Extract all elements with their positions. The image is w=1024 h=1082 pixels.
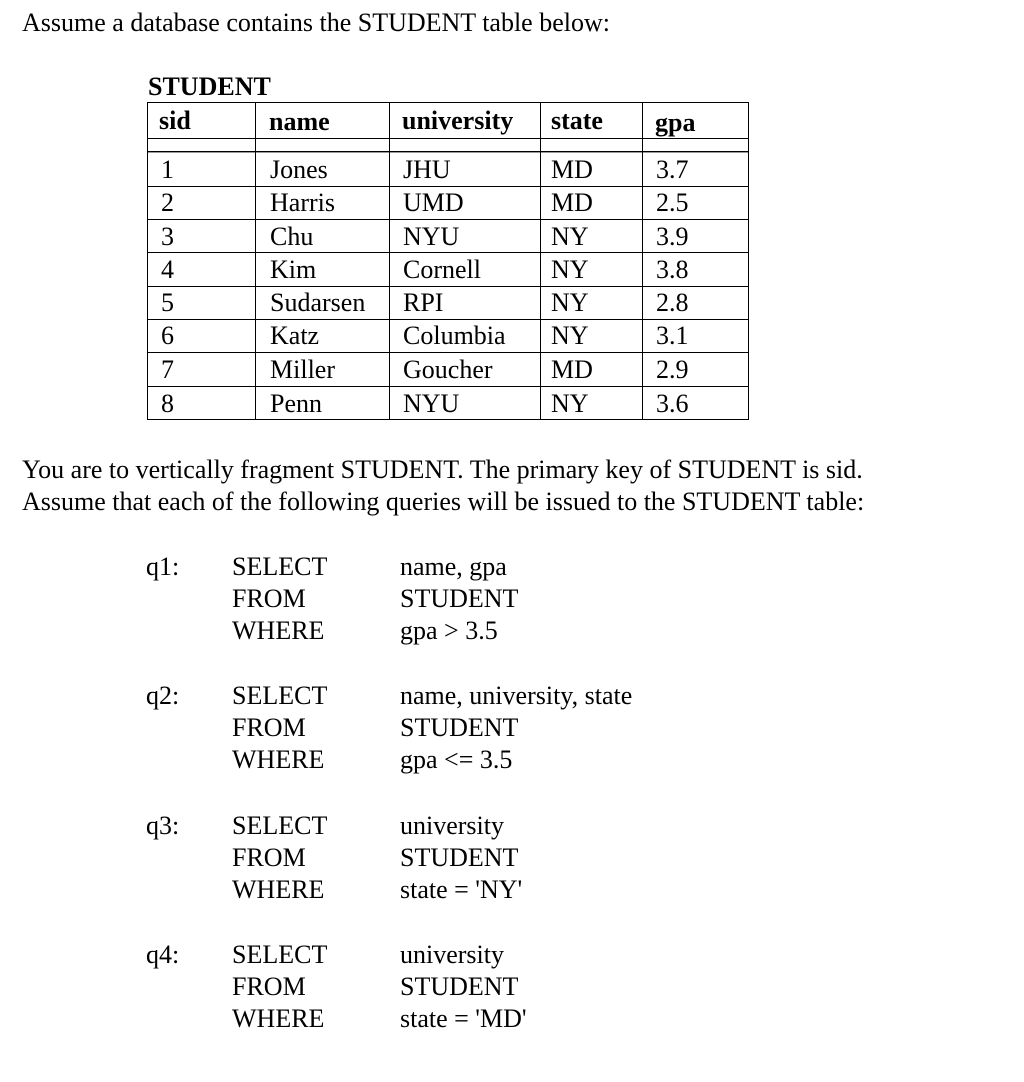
table-title: STUDENT bbox=[148, 72, 271, 101]
table-cell: MD bbox=[551, 355, 593, 384]
column-header-gpa: gpa bbox=[655, 108, 696, 137]
table-cell: 3.7 bbox=[656, 155, 689, 184]
table-cell: 2.8 bbox=[656, 288, 689, 317]
sql-clause: name, gpa bbox=[400, 552, 507, 581]
table-cell: Jones bbox=[270, 155, 328, 184]
sql-keyword: SELECT bbox=[232, 811, 328, 840]
sql-clause: state = 'NY' bbox=[400, 875, 523, 904]
sql-keyword: SELECT bbox=[232, 940, 328, 969]
table-cell: 3.6 bbox=[656, 389, 689, 418]
table-cell: Columbia bbox=[403, 321, 506, 350]
table-cell: 5 bbox=[161, 288, 174, 317]
query-label-q2: q2: bbox=[146, 681, 180, 710]
column-header-state: state bbox=[551, 106, 603, 135]
table-cell: Sudarsen bbox=[270, 288, 366, 317]
paragraph-line-1: You are to vertically fragment STUDENT. The primary key of STUDENT is sid. bbox=[22, 455, 863, 484]
table-cell: NY bbox=[551, 389, 589, 418]
table-cell: 4 bbox=[161, 255, 174, 284]
sql-keyword: FROM bbox=[232, 972, 306, 1001]
sql-keyword: WHERE bbox=[232, 616, 325, 645]
table-cell: NYU bbox=[403, 389, 460, 418]
sql-clause: STUDENT bbox=[400, 972, 519, 1001]
query-label-q3: q3: bbox=[146, 811, 180, 840]
table-cell: NYU bbox=[403, 222, 460, 251]
sql-clause: STUDENT bbox=[400, 843, 519, 872]
column-header-university: university bbox=[402, 106, 514, 135]
table-cell: Miller bbox=[270, 355, 335, 384]
table-cell: NY bbox=[551, 222, 589, 251]
table-cell: Penn bbox=[270, 389, 322, 418]
column-header-name: name bbox=[269, 107, 330, 136]
table-cell: Kim bbox=[270, 255, 317, 284]
sql-keyword: FROM bbox=[232, 843, 306, 872]
sql-keyword: SELECT bbox=[232, 552, 328, 581]
table-cell: NY bbox=[551, 321, 589, 350]
table-cell: Katz bbox=[270, 321, 320, 350]
paragraph-line-2: Assume that each of the following queries will be issued to the STUDENT table: bbox=[22, 487, 865, 516]
table-cell: 8 bbox=[161, 389, 174, 418]
table-cell: MD bbox=[551, 188, 593, 217]
sql-keyword: FROM bbox=[232, 713, 306, 742]
table-cell: 1 bbox=[161, 155, 174, 184]
sql-clause: university bbox=[400, 940, 504, 969]
intro-text: Assume a database contains the STUDENT table below: bbox=[22, 8, 610, 37]
table-cell: 6 bbox=[161, 321, 174, 350]
column-header-sid: sid bbox=[159, 106, 191, 135]
table-cell: UMD bbox=[403, 188, 464, 217]
table-cell: JHU bbox=[403, 155, 451, 184]
table-cell: NY bbox=[551, 255, 589, 284]
sql-keyword: FROM bbox=[232, 584, 306, 613]
table-cell: 3.1 bbox=[656, 321, 689, 350]
table-cell: 7 bbox=[161, 355, 174, 384]
table-cell: 2.5 bbox=[656, 188, 689, 217]
sql-keyword: WHERE bbox=[232, 1004, 325, 1033]
table-cell: RPI bbox=[403, 288, 444, 317]
table-cell: 2.9 bbox=[656, 355, 689, 384]
sql-clause: university bbox=[400, 811, 504, 840]
table-cell: 3.9 bbox=[656, 222, 689, 251]
sql-clause: state = 'MD' bbox=[400, 1004, 527, 1033]
sql-keyword: WHERE bbox=[232, 875, 325, 904]
table-cell: Chu bbox=[270, 222, 314, 251]
table-cell: 3 bbox=[161, 222, 174, 251]
query-label-q4: q4: bbox=[146, 940, 180, 969]
table-cell: NY bbox=[551, 288, 589, 317]
sql-clause: STUDENT bbox=[400, 584, 519, 613]
query-label-q1: q1: bbox=[146, 552, 180, 581]
table-cell: Harris bbox=[270, 188, 335, 217]
table-cell: Cornell bbox=[403, 255, 481, 284]
sql-clause: gpa <= 3.5 bbox=[400, 745, 513, 774]
sql-clause: gpa > 3.5 bbox=[400, 616, 498, 645]
table-cell: MD bbox=[551, 155, 593, 184]
sql-clause: STUDENT bbox=[400, 713, 519, 742]
sql-keyword: SELECT bbox=[232, 681, 328, 710]
sql-keyword: WHERE bbox=[232, 745, 325, 774]
table-cell: Goucher bbox=[403, 355, 493, 384]
sql-clause: name, university, state bbox=[400, 681, 633, 710]
table-cell: 3.8 bbox=[656, 255, 689, 284]
table-cell: 2 bbox=[161, 188, 174, 217]
